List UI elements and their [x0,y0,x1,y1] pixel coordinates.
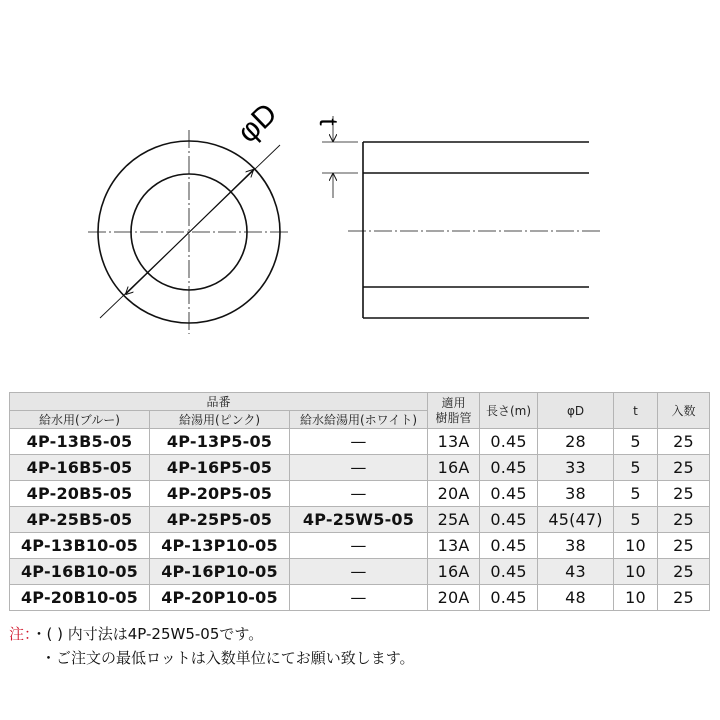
cell-qty: 25 [658,455,710,481]
cell-pipe: 13A [428,429,480,455]
group-header-part-number: 品番 [10,393,428,411]
cell-pink: 4P-25P5-05 [150,507,290,533]
cell-t: 5 [614,455,658,481]
table-row [10,559,710,585]
cell-white: — [290,429,428,455]
cell-t: 10 [614,585,658,611]
cell-length: 0.45 [480,455,538,481]
cell-pipe: 16A [428,559,480,585]
cell-qty: 25 [658,429,710,455]
cell-blue: 4P-16B10-05 [10,559,150,585]
cell-pink: 4P-16P10-05 [150,559,290,585]
cell-length: 0.45 [480,559,538,585]
cell-qty: 25 [658,507,710,533]
cell-length: 0.45 [480,585,538,611]
notes [9,622,415,670]
phiD-label: φD [231,97,284,150]
cell-t: 5 [614,429,658,455]
cell-white: 4P-25W5-05 [290,507,428,533]
pipe-front-view [88,97,290,334]
header-row-1 [10,393,710,411]
cell-qty: 25 [658,585,710,611]
cell-pipe: 13A [428,533,480,559]
cell-blue: 4P-20B10-05 [10,585,150,611]
cell-t: 5 [614,481,658,507]
cell-pipe: 20A [428,585,480,611]
table-row [10,533,710,559]
cell-pink: 4P-20P10-05 [150,585,290,611]
cell-blue: 4P-13B5-05 [10,429,150,455]
cell-phiD: 28 [538,429,614,455]
cell-t: 5 [614,507,658,533]
header-white: 給水給湯用(ホワイト) [290,411,428,429]
cell-white: — [290,585,428,611]
cell-blue: 4P-25B5-05 [10,507,150,533]
table-row [10,455,710,481]
t-label: t [314,118,344,126]
cell-length: 0.45 [480,533,538,559]
cell-pipe: 16A [428,455,480,481]
cell-white: — [290,559,428,585]
header-qty: 入数 [658,393,710,429]
header-pipe [428,393,480,429]
cell-white: — [290,481,428,507]
note-line-1 [9,622,415,646]
cell-phiD: 48 [538,585,614,611]
header-t: t [614,393,658,429]
table-row [10,585,710,611]
cell-length: 0.45 [480,507,538,533]
cell-pink: 4P-13P5-05 [150,429,290,455]
table-row [10,429,710,455]
cell-t: 10 [614,533,658,559]
pipe-side-view [314,116,603,318]
spec-table [9,392,710,611]
cell-qty: 25 [658,481,710,507]
header-length: 長さ(m) [480,393,538,429]
note-text-2: ・ご注文の最低ロットは入数単位にてお願い致します。 [41,649,415,667]
cell-phiD: 45(47) [538,507,614,533]
cell-white: — [290,533,428,559]
cell-blue: 4P-16B5-05 [10,455,150,481]
header-pipe-line1: 適用 [441,395,466,410]
header-blue: 給水用(ブルー) [10,411,150,429]
cell-blue: 4P-13B10-05 [10,533,150,559]
cell-pipe: 20A [428,481,480,507]
cell-pipe: 25A [428,507,480,533]
cell-length: 0.45 [480,429,538,455]
table-row [10,481,710,507]
header-phiD: φD [538,393,614,429]
cell-length: 0.45 [480,481,538,507]
cell-phiD: 38 [538,533,614,559]
cell-phiD: 43 [538,559,614,585]
cell-blue: 4P-20B5-05 [10,481,150,507]
cell-phiD: 38 [538,481,614,507]
note-prefix: 注： [9,625,32,643]
table-row [10,507,710,533]
header-pink: 給湯用(ピンク) [150,411,290,429]
cell-white: — [290,455,428,481]
cell-pink: 4P-13P10-05 [150,533,290,559]
cell-qty: 25 [658,533,710,559]
header-pipe-line2: 樹脂管 [435,410,472,425]
cell-pink: 4P-16P5-05 [150,455,290,481]
note-text-1: ・( ) 内寸法は4P-25W5-05です。 [31,625,264,643]
cell-pink: 4P-20P5-05 [150,481,290,507]
cell-t: 10 [614,559,658,585]
cell-qty: 25 [658,559,710,585]
note-line-2 [9,646,415,670]
cell-phiD: 33 [538,455,614,481]
